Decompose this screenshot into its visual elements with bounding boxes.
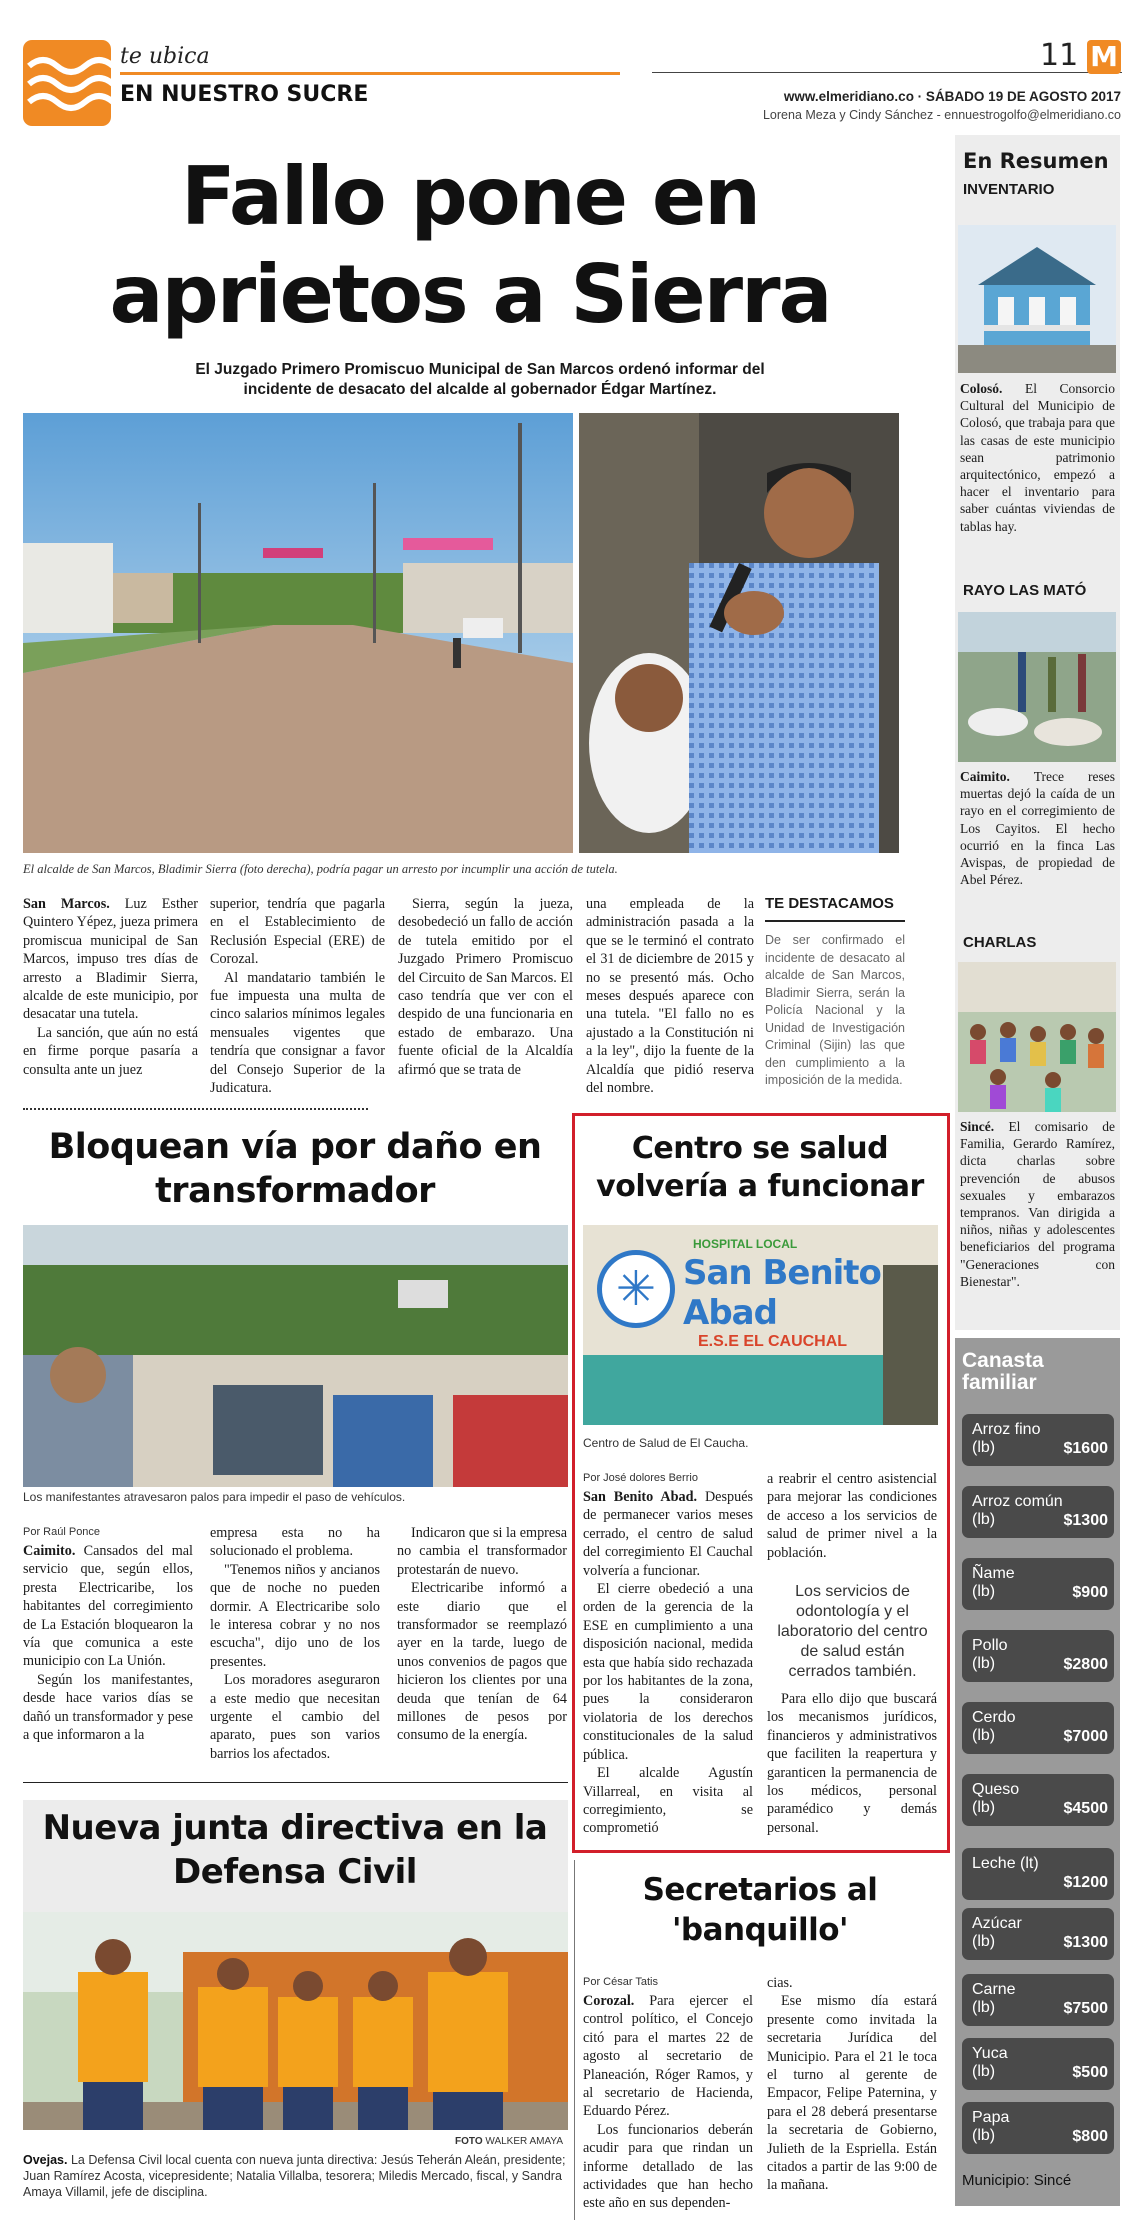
- charlas-text: El comisario de Familia, Gerardo Ramírez, dicta charlas sobre prevención de abusos sexuales y embarazos tempranos. Van dirigida a niños, niñas y adolescentes beneficiarios del programa "Generaciones con Bienestar".: [960, 1119, 1115, 1289]
- price-item: [962, 1702, 1114, 1754]
- bloquean-text-3b: Electricaribe informó a este diario que el transformador se reemplazó ayer en la tarde, luego de unos convenios de pagos que hicieron los clientes por una deuda que tenían de 64 millones de pesos por consumo de la energía.: [397, 1580, 567, 1744]
- charlas-dateline: Sincé.: [960, 1119, 995, 1134]
- item-unit: (lb): [972, 1439, 996, 1456]
- item-name: Arroz fino: [972, 1421, 1041, 1438]
- item-price: $800: [1072, 2128, 1108, 2145]
- item-price: $4500: [1063, 1800, 1108, 1817]
- centro-byline: Por José dolores Berrio: [583, 1472, 698, 1484]
- bloquean-bottom-rule: [23, 1782, 568, 1783]
- bloquean-text-3: Indicaron que si la empresa no cambia el transformador protestarán de nuevo.: [397, 1525, 568, 1578]
- bloquean-column-2: [210, 1524, 380, 1763]
- main-text-1b: La sanción, que aún no está en firme porque pasaría a consulta ante un juez: [23, 1024, 198, 1078]
- item-unit: (lb): [972, 1999, 996, 2016]
- main-text-4: una empleada de la administración pasada a la que se le terminó el contrato el 31 de diciembre de 2015 y no se presentó más. Ocho meses después aparece con una tutela. "El fallo no es ajustado a la Constitución ni a la ley", dijo la fuente de la Alcaldía que pidió reserva del nombre.: [586, 896, 754, 1097]
- junta-caption: [23, 2152, 568, 2200]
- item-unit: (lb): [972, 1511, 996, 1528]
- secretarios-column-1: [583, 1992, 753, 2213]
- protest-photo: [23, 1225, 568, 1487]
- main-column-3: [398, 895, 573, 1079]
- section-kicker: te ubica: [120, 44, 210, 69]
- subheadline: El Juzgado Primero Promiscuo Municipal de San Marcos ordenó informar del incidente de desacato del alcalde al gobernador Édgar Martínez.: [195, 361, 765, 398]
- item-price: $7000: [1063, 1728, 1108, 1745]
- main-column-1: [23, 895, 198, 1079]
- price-item: [962, 1974, 1114, 2026]
- price-item: [962, 1630, 1114, 1682]
- header-authors: Lorena Meza y Cindy Sánchez - ennuestrogolfo@elmeridiano.co: [762, 108, 1121, 122]
- kids-photo: [958, 962, 1116, 1112]
- bloquean-text-1: Cansados del mal servicio que, según ellos, presta Electricaribe, los habitantes del corregimiento de La Estación bloquearon la vía que comunica a este municipio con La Unión.: [23, 1543, 193, 1670]
- item-name: Cerdo: [972, 1709, 1016, 1726]
- dateline: San Marcos.: [23, 896, 110, 912]
- bloquean-text-2c: Los moradores aseguraron a este medio que necesitan urgente el cambio del aparato, pues son varios barrios los afectados.: [210, 1672, 380, 1762]
- hospital-sign-photo: [583, 1225, 938, 1425]
- item-price: $1300: [1063, 1512, 1108, 1529]
- street-photo: [23, 413, 573, 853]
- secretarios-text-2: cias.: [767, 1975, 793, 1991]
- brand-logo: M: [1087, 40, 1121, 74]
- sign-top: HOSPITAL LOCAL: [693, 1237, 798, 1251]
- sidebar-charlas: [963, 934, 1036, 951]
- item-name: Pollo: [972, 1637, 1008, 1654]
- item-price: $1600: [1063, 1440, 1108, 1457]
- centro-column-2: [767, 1470, 937, 1562]
- item-price: $2800: [1063, 1656, 1108, 1673]
- canasta-title: Canasta familiar: [962, 1349, 1044, 1394]
- secretarios-divider: [574, 1860, 575, 2220]
- photo-credit: WALKER AMAYA: [485, 2136, 563, 2147]
- centro-text-1: Después de permanecer varios meses cerrado, el centro de salud del corregimiento El Cauchal volvería a funcionar.: [583, 1489, 754, 1579]
- sidebar-charlas-text: [960, 1118, 1115, 1290]
- price-item-name: [972, 1493, 1063, 1529]
- price-item-name: [972, 2109, 1009, 2145]
- item-price: $1200: [1063, 1874, 1108, 1891]
- sidebar-inv-text: [960, 380, 1115, 535]
- te-destacamos-text: De ser confirmado el incidente de desacato al alcalde de San Marcos, Bladimir Sierra, serán la Policía Nacional y la Unidad de Investigación Criminal (Sijin) las que den cumplimiento a la imposición de la medida.: [765, 933, 905, 1087]
- main-text-2b: Al mandatario también le fue impuesta una multa de cinco salarios mínimos legales mensuales vigentes que tendría que consignar a favor del Consejo Superior de la Judicatura.: [210, 969, 385, 1097]
- centro-text-1b: El cierre obedeció a una orden de la gerencia de la ESE en cumplimiento a una disposición nacional, medida esta que había sido rechazada por los habitantes de la zona, pues la consideraron violatoria de los derechos constitucionales de la salud pública.: [583, 1581, 753, 1763]
- defensa-civil-photo: [23, 1912, 568, 2130]
- sign-sub: E.S.E EL CAUCHAL: [698, 1333, 848, 1350]
- headline: [20, 148, 920, 344]
- coloso-house-photo: [958, 225, 1116, 373]
- item-unit: (lt): [1020, 1855, 1039, 1872]
- item-unit: (lb): [972, 2127, 996, 2144]
- main-text-1: Luz Esther Quintero Yépez, jueza primera promiscua municipal de San Marcos, impuso tres días de arresto a Bladimir Sierra, alcalde de este municipio, por desacatar una tutela.: [23, 896, 199, 1023]
- junta-dateline: Ovejas.: [23, 2153, 68, 2167]
- junta-caption-text: La Defensa Civil local cuenta con nueva junta directiva: Jesús Teherán Aleán, presidente; Juan Ramírez Acosta, vicepresidente; Natalia Villalba, tesorera; Miledis Mercado, fiscal, y Sandra Amaya Villamil, jefe de disciplina.: [23, 2153, 566, 2199]
- price-item-name: [972, 1981, 1016, 2017]
- main-photo-caption: El alcalde de San Marcos, Bladimir Sierra (foto derecha), podría pagar un arresto por incumplir una acción de tutela.: [23, 862, 618, 876]
- price-item-name: [972, 1915, 1022, 1951]
- main-column-2: [210, 895, 385, 1097]
- canasta-footer: Municipio: Sincé: [962, 2172, 1072, 2189]
- price-item: [962, 2102, 1114, 2154]
- page-number: 11: [1040, 38, 1079, 73]
- item-unit: (lb): [972, 1727, 996, 1744]
- bloquean-text-1b: Según los manifestantes, desde hace varios días se dañó un transformador y pese a que informaron a la: [23, 1671, 193, 1744]
- item-name: Queso: [972, 1781, 1020, 1798]
- hospital-logo-icon: ✳: [597, 1250, 675, 1328]
- item-unit: (lb): [972, 2063, 996, 2080]
- section-logo-icon: [23, 40, 111, 126]
- secretarios-text-1b: Los funcionarios deberán acudir para que rindan un informe detallado de las actividades que han hecho este año en sus dependen-: [583, 2121, 753, 2212]
- inv-dateline: Colosó.: [960, 381, 1003, 396]
- main-text-3: Sierra, según la jueza, desobedeció un fallo de acción de tutela emitido por el Juzgado Primero Promiscuo del Circuito de San Marcos. El caso tendría que ver con el despido de una funcionaria en estado de embarazo. Una fuente oficial de la Alcaldía afirmó que se trata de: [398, 896, 573, 1078]
- secretarios-byline: Por César Tatis: [583, 1976, 658, 1988]
- item-name: Ñame: [972, 1565, 1015, 1582]
- bloquean-text-2: empresa esta no ha solucionado el problema.: [210, 1525, 380, 1560]
- rayo-dateline: Caimito.: [960, 769, 1010, 784]
- mayor-photo: [579, 413, 899, 853]
- centro-text-1c: El alcalde Agustín Villarreal, en visita al corregimiento, se comprometió: [583, 1765, 753, 1837]
- item-unit: (lb): [972, 1933, 996, 1950]
- price-item: [962, 2038, 1114, 2090]
- item-name: Arroz común: [972, 1493, 1063, 1510]
- price-item: [962, 1774, 1114, 1826]
- price-item-name: [972, 1421, 1040, 1457]
- bloquean-caption: Los manifestantes atravesaron palos para impedir el paso de vehículos.: [23, 1490, 406, 1504]
- headline-line-2: aprietos a Sierra: [109, 248, 831, 341]
- sidebar-rayo: [963, 582, 1086, 599]
- section-divider: [23, 1108, 368, 1110]
- bloquean-dateline: Caimito.: [23, 1543, 76, 1559]
- price-item: [962, 1486, 1114, 1538]
- centro-column-2b: [767, 1690, 937, 1837]
- main-text-2: superior, tendría que pagarla en el Establecimiento de Reclusión Especial (ERE) de Corozal.: [210, 896, 385, 968]
- sidebar-rayo-title: RAYO LAS MATÓ: [963, 582, 1087, 599]
- item-price: $900: [1072, 1584, 1108, 1601]
- centro-dateline: San Benito Abad.: [583, 1489, 698, 1505]
- junta-title: Nueva junta directiva en la Defensa Civil: [42, 1808, 548, 1892]
- item-unit: (lb): [972, 1583, 996, 1600]
- price-item-name: [972, 1637, 1008, 1673]
- junta-photo-credit: [455, 2136, 563, 2147]
- main-column-4: [586, 895, 754, 1097]
- header-rule: [120, 72, 620, 75]
- sidebar-rayo-text: [960, 768, 1115, 888]
- rayo-text: Trece reses muertas dejó la caída de un rayo en el corregimiento de Los Cayitos. El hecho ocurrió en la finca Las Avispas, de propiedad de Abel Pérez.: [960, 769, 1115, 888]
- sidebar-charlas-title: CHARLAS: [963, 934, 1037, 951]
- photo-credit-label: FOTO: [455, 2136, 483, 2147]
- sidebar-inventario: INVENTARIO: [963, 181, 1055, 198]
- item-price: $1300: [1063, 1934, 1108, 1951]
- sign-name: San Benito Abad: [683, 1253, 881, 1333]
- centro-caption: Centro de Salud de El Caucha.: [583, 1436, 749, 1450]
- item-name: Azúcar: [972, 1915, 1022, 1932]
- price-item-name: [972, 1855, 1039, 1873]
- item-name: Papa: [972, 2109, 1010, 2126]
- bloquean-column-1: [23, 1542, 193, 1744]
- price-item: [962, 1908, 1114, 1960]
- centro-column-1: [583, 1488, 753, 1838]
- price-item-name: [972, 1781, 1019, 1817]
- cattle-photo: [958, 612, 1116, 762]
- secretarios-text-2b: Ese mismo día estará presente como invitada la secretaria Jurídica del Municipio. Para el 21 le toca el turno al gerente de Empacor, Felipe Paternina, y para el 28 deberá presentarse la secretaria de Gobierno, Julieth de la Espriella. Están citados a partir de las 9:00 de la mañana.: [767, 1993, 937, 2194]
- destacamos-rule: [765, 920, 905, 922]
- centro-title: Centro se salud volvería a funcionar: [596, 1131, 924, 1204]
- price-item: [962, 1558, 1114, 1610]
- secretarios-column-2: [767, 1974, 937, 2195]
- item-unit: (lb): [972, 1655, 996, 1672]
- inv-text: El Consorcio Cultural del Municipio de Colosó, que trabaja para que las casas de este municipio sean patrimonio arquitectónico, empezó a hacer el inventario para saber cuántas viviendas de tablas hay.: [960, 381, 1116, 534]
- price-item: [962, 1848, 1114, 1900]
- site-date: www.elmeridiano.co · SÁBADO 19 DE AGOSTO 2017: [783, 89, 1121, 104]
- sidebar-title: En Resumen: [963, 149, 1109, 173]
- price-item-name: [972, 1709, 1016, 1745]
- item-name: Leche: [972, 1855, 1016, 1872]
- item-name: Yuca: [972, 2045, 1008, 2062]
- centro-text-2b: Para ello dijo que buscará los mecanismos jurídicos, financieros y administrativos que faciliten la reapertura y garanticen la permanencia de los médicos, personal paramédico y demás personal.: [767, 1691, 937, 1836]
- item-price: $500: [1072, 2064, 1108, 2081]
- te-destacamos-title: TE DESTACAMOS: [765, 895, 894, 912]
- secretarios-text-1: Para ejercer el control político, el Concejo citó para el martes 22 de agosto al secretario de Planeación, Róger Ramos, y al secretario de Hacienda, Eduardo Pérez.: [583, 1993, 754, 2120]
- item-unit: (lb): [972, 1799, 996, 1816]
- bloquean-title: Bloquean vía por daño en transformador: [48, 1127, 542, 1211]
- secretarios-dateline: Corozal.: [583, 1993, 635, 2009]
- price-item-name: [972, 2045, 1008, 2081]
- sidebar: [955, 135, 1120, 198]
- item-price: $7500: [1063, 2000, 1108, 2017]
- bloquean-text-2b: "Tenemos niños y ancianos que de noche no pueden dormir. A Electricaribe solo le interesa cobrar y no nos escucha", dijo uno de los presentes.: [210, 1561, 380, 1670]
- section-name: EN NUESTRO SUCRE: [120, 82, 369, 107]
- headline-line-1: Fallo pone en: [180, 150, 760, 243]
- bloquean-column-3: [397, 1524, 567, 1745]
- centro-pull-quote: Los servicios de odontología y el laboratorio del centro de salud están cerrados también.: [777, 1583, 928, 1680]
- item-name: Carne: [972, 1981, 1016, 1998]
- secretarios-title: Secretarios al 'banquillo': [642, 1872, 878, 1948]
- price-item-name: [972, 1565, 1015, 1601]
- centro-text-2: a reabrir el centro asistencial para mejorar las condiciones de acceso a los servicios de salud de primer nivel a la población.: [767, 1471, 937, 1561]
- price-item: [962, 1414, 1114, 1466]
- bloquean-byline: Por Raúl Ponce: [23, 1526, 101, 1538]
